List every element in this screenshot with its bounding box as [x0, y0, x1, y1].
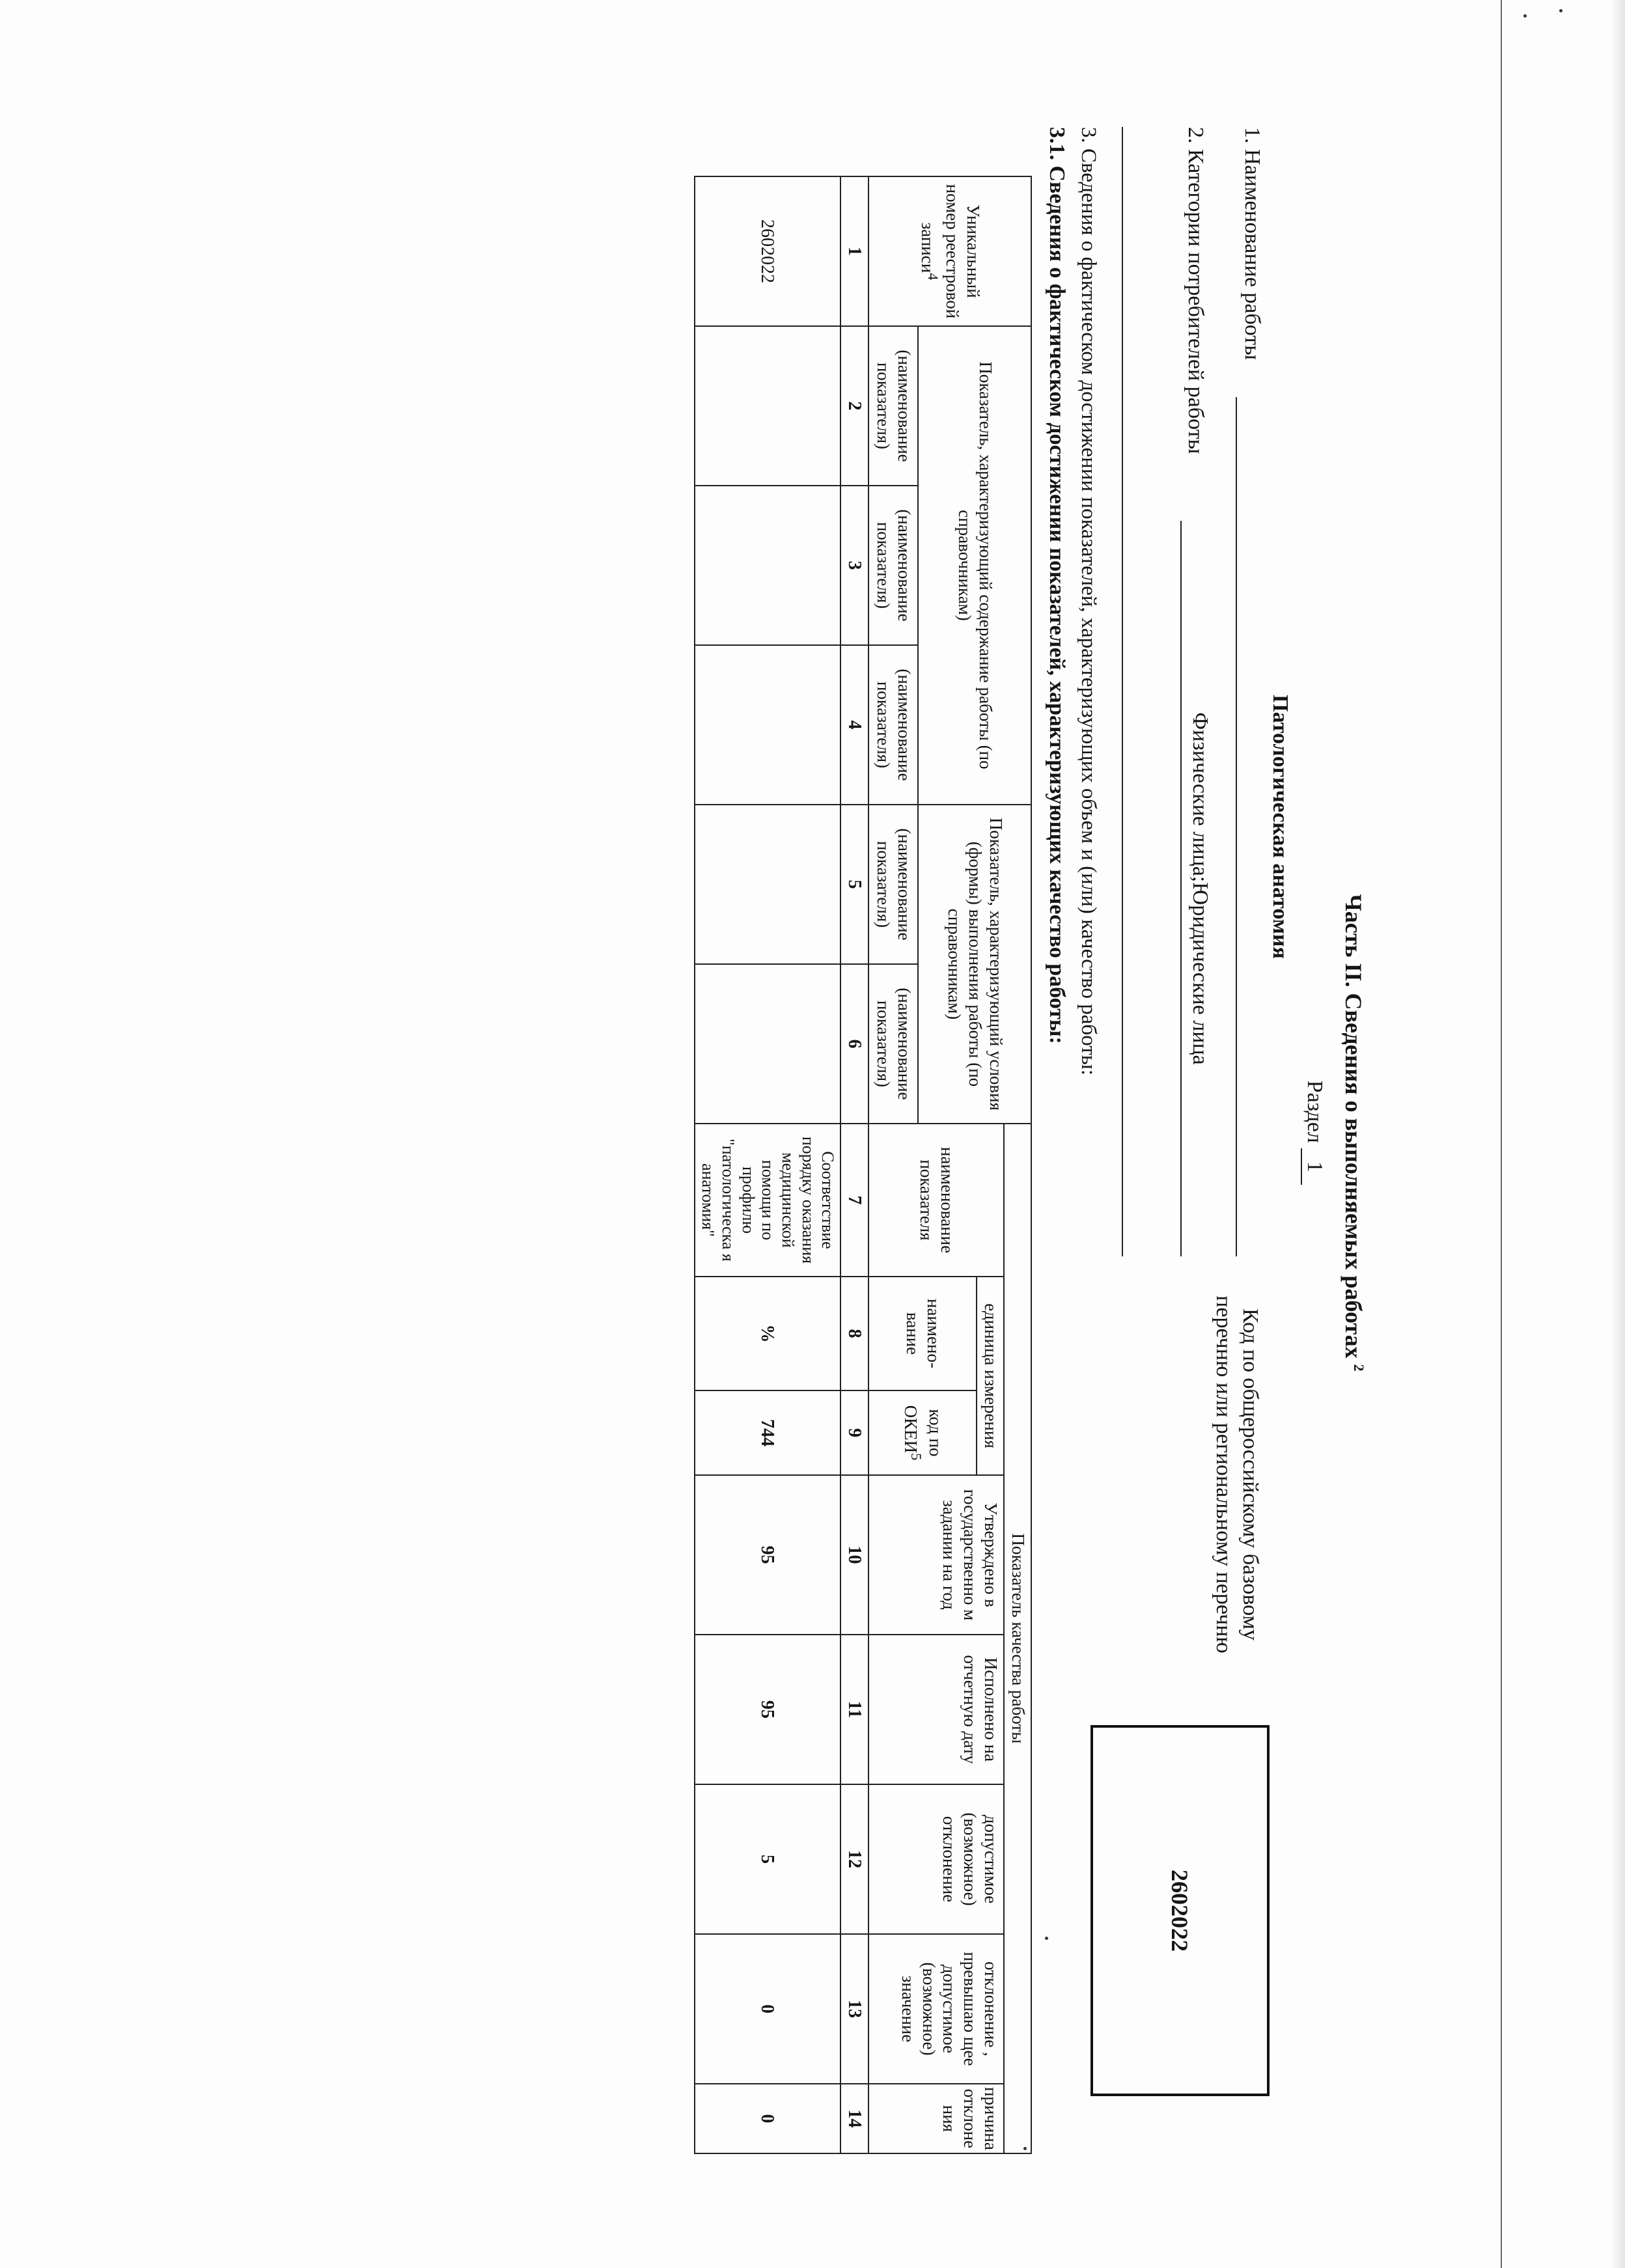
page-title: Часть II. Сведения о выполняемых работах $^2$	[1340, 894, 1367, 1372]
header-executed: Исполнено на отчетную дату	[868, 1635, 1004, 1784]
cell-empty	[695, 326, 841, 486]
column-number: 9	[840, 1390, 868, 1475]
column-number: 8	[840, 1277, 868, 1390]
column-number: 4	[840, 645, 868, 805]
consumers-value: Физические лица;Юридические лица	[1188, 712, 1212, 1065]
column-number: 2	[840, 326, 868, 486]
header-indicator-name: наименование показателя	[868, 1124, 1004, 1277]
cell-unit: %	[695, 1277, 841, 1390]
cell-empty	[695, 805, 841, 964]
header-sub-indicator: (наименование показателя)	[868, 326, 918, 486]
cell-indicator: Соответствие порядку оказания медицинской помощи по профилю "патологическа я анатомия"	[695, 1124, 841, 1277]
blank-underline	[1122, 127, 1123, 1256]
section-heading: Раздел 1	[1301, 91, 1327, 2174]
header-sub-indicator: (наименование показателя)	[868, 805, 918, 964]
header-unit-code: код по ОКЕИ$^5$	[868, 1390, 977, 1475]
cell-empty	[695, 645, 841, 805]
header-sub-indicator: (наименование показателя)	[868, 964, 918, 1124]
header-exceeding-deviation: отклонение , превышаю щее допустимое (возможное) значение	[868, 1934, 1004, 2084]
cell-registry: 2602022	[695, 176, 841, 326]
header-quality-group: Показатель качества работы	[1004, 1124, 1031, 2153]
cell-empty	[695, 486, 841, 645]
header-approved: Утверждено в государственно м задании на год	[868, 1475, 1004, 1635]
work-name-value: Патологическая анатомия	[1268, 695, 1292, 959]
quality-table	[694, 176, 1032, 2154]
scan-fold-line	[1501, 0, 1502, 2268]
header-allowed-deviation: допустимое (возможное) отклонение	[868, 1784, 1004, 1934]
work-name-label: 1. Наименование работы	[1240, 127, 1264, 360]
column-number: 6	[840, 964, 868, 1124]
column-number: 10	[840, 1475, 868, 1635]
cell-exceeding: 0	[695, 1934, 841, 2084]
code-value: 2602022	[1167, 1870, 1193, 1952]
header-condition-group: Показатель, характеризующий условия (формы) выполнения работы (по справочникам)	[918, 805, 1031, 1124]
header-sub-indicator: (наименование показателя)	[868, 486, 918, 645]
header-unit-name: наимено-вание	[868, 1277, 977, 1390]
cell-reason: 0	[695, 2084, 841, 2153]
column-number: 12	[840, 1784, 868, 1934]
consumers-label: 2. Категории потребителей работы	[1184, 127, 1208, 454]
header-unique-number: Уникальный номер реестровой записи$^4$	[868, 176, 1031, 326]
scan-speck	[1523, 14, 1527, 18]
section-number: 1	[1301, 1148, 1327, 1185]
header-deviation-reason: причина отклоне ния	[868, 2084, 1004, 2153]
column-number: 11	[840, 1635, 868, 1784]
code-label: Код по общероссийскому базовому перечню или региональному перечню	[1212, 1295, 1262, 1653]
column-number: 3	[840, 486, 868, 645]
column-number: 7	[840, 1124, 868, 1277]
document-page	[404, 91, 1380, 2174]
scan-speck	[1559, 9, 1562, 12]
cell-approved: 95	[695, 1475, 841, 1635]
column-number: 5	[840, 805, 868, 964]
item3-heading: 3. Сведения о фактическом достижении показателей, характеризующих объем и (или) качество работы:	[1077, 127, 1100, 1076]
header-unit-group: единица измерения	[977, 1277, 1004, 1475]
cell-allowed: 5	[695, 1784, 841, 1934]
work-name-underline	[1236, 397, 1237, 1256]
cell-executed: 95	[695, 1635, 841, 1784]
column-number: 1	[840, 176, 868, 326]
code-box	[1090, 1725, 1270, 2096]
header-sub-indicator: (наименование показателя)	[868, 645, 918, 805]
header-content-group: Показатель, характеризующий содержание работы (по справочникам)	[918, 326, 1031, 805]
column-number: 14	[840, 2084, 868, 2153]
item31-heading: 3.1. Сведения о фактическом достижении показателей, характеризующих качество работы:	[1045, 127, 1069, 1044]
consumers-underline	[1180, 521, 1182, 1256]
cell-empty	[695, 964, 841, 1124]
column-number: 13	[840, 1934, 868, 2084]
scan-edge-shadow	[1611, 0, 1625, 2268]
cell-okei: 744	[695, 1390, 841, 1475]
